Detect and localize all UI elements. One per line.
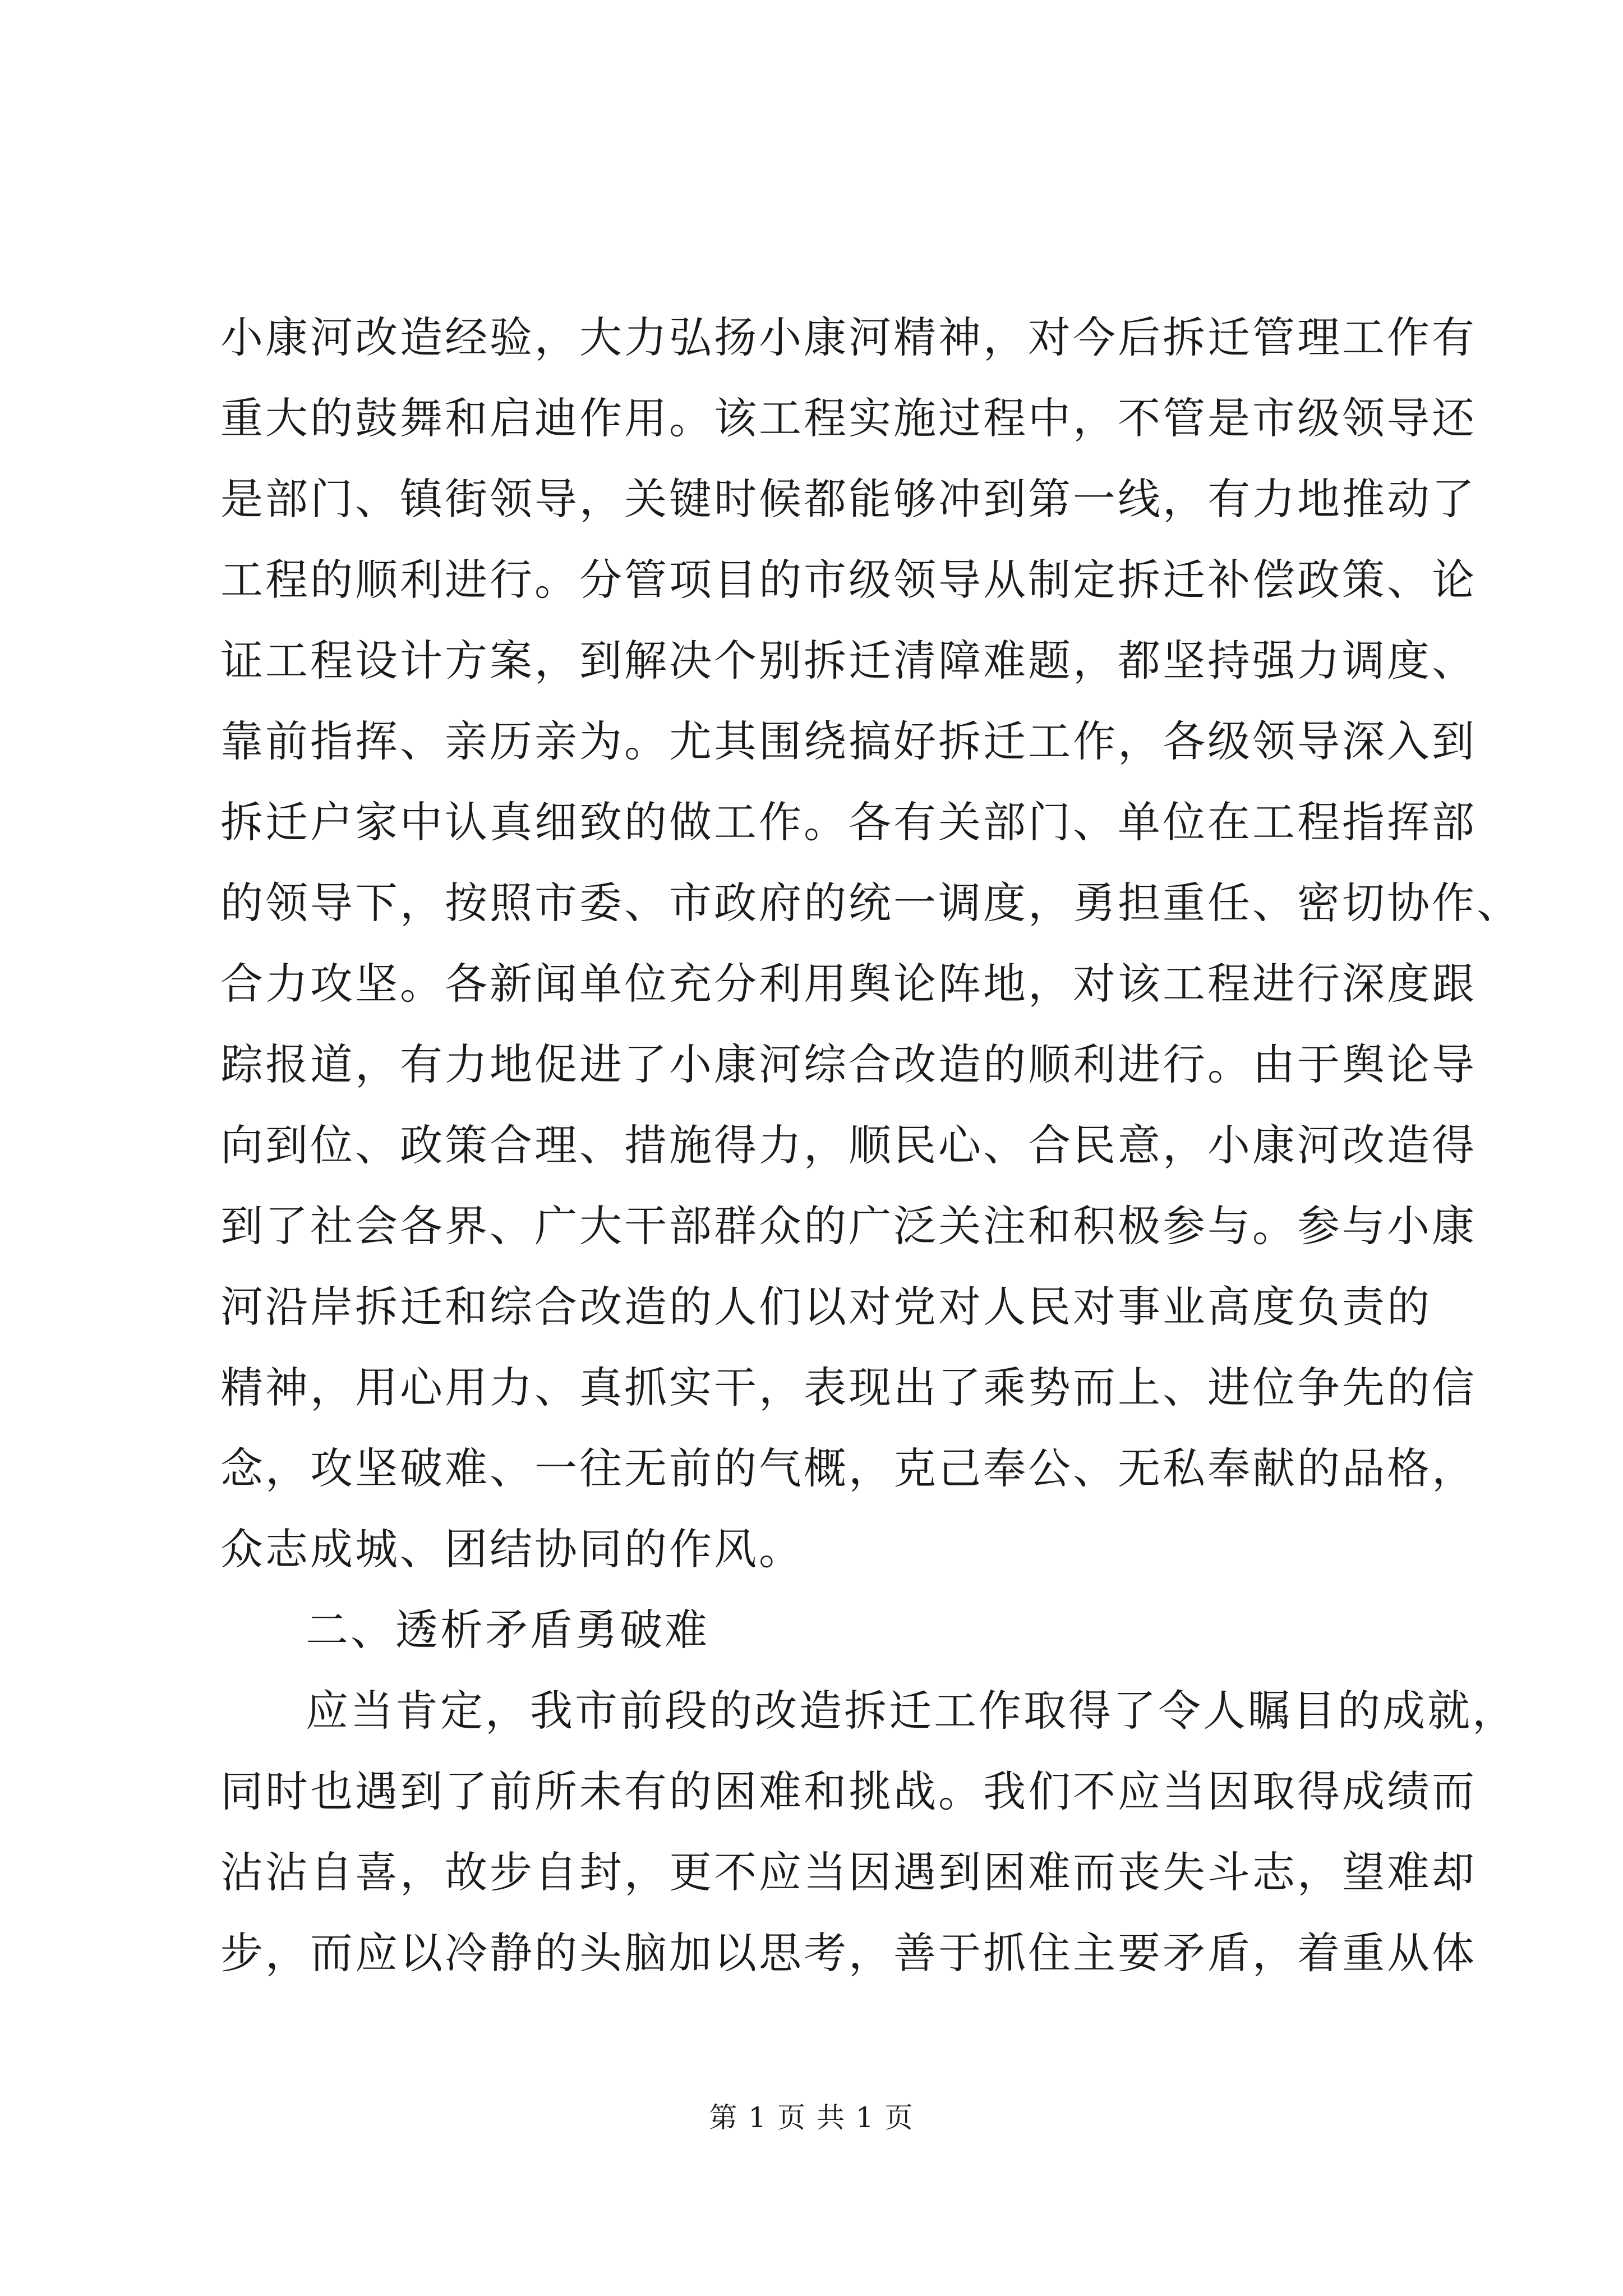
paragraph-line: 向到位、政策合理、措施得力，顺民心、合民意，小康河改造得 bbox=[220, 1120, 1477, 1170]
paragraph-line: 重大的鼓舞和启迪作用。该工程实施过程中，不管是市级领导还 bbox=[220, 393, 1477, 443]
paragraph-line: 合力攻坚。各新闻单位充分利用舆论阵地，对该工程进行深度跟 bbox=[220, 959, 1477, 1009]
page-footer bbox=[0, 2098, 1623, 2137]
paragraph-line: 的领导下，按照市委、市政府的统一调度，勇担重任、密切协作、 bbox=[220, 878, 1521, 928]
paragraph-line: 精神，用心用力、真抓实干，表现出了乘势而上、进位争先的信 bbox=[220, 1363, 1477, 1412]
paragraph-line: 证工程设计方案，到解决个别拆迁清障难题，都坚持强力调度、 bbox=[220, 636, 1477, 685]
paragraph-line: 到了社会各界、广大干部群众的广泛关注和积极参与。参与小康 bbox=[220, 1201, 1477, 1251]
paragraph-line: 河沿岸拆迁和综合改造的人们以对党对人民对事业高度负责的 bbox=[220, 1282, 1432, 1332]
paragraph-line: 应当肯定，我市前段的改造拆迁工作取得了令人瞩目的成就， bbox=[306, 1686, 1517, 1736]
paragraph-line: 踪报道，有力地促进了小康河综合改造的顺利进行。由于舆论导 bbox=[220, 1039, 1477, 1089]
paragraph-line: 工程的顺利进行。分管项目的市级领导从制定拆迁补偿政策、论 bbox=[220, 555, 1477, 605]
paragraph-line: 靠前指挥、亲历亲为。尤其围绕搞好拆迁工作，各级领导深入到 bbox=[220, 716, 1477, 766]
section-heading: 二、透析矛盾勇破难 bbox=[306, 1605, 709, 1655]
paragraph-line: 步，而应以冷静的头脑加以思考，善于抓住主要矛盾，着重从体 bbox=[220, 1928, 1477, 1978]
paragraph-line: 沾沾自喜，故步自封，更不应当因遇到困难而丧失斗志，望难却 bbox=[220, 1847, 1477, 1897]
paragraph-line: 众志成城、团结协同的作风。 bbox=[220, 1524, 804, 1574]
page-number: 第 1 页 共 1 页 bbox=[709, 2101, 914, 2134]
paragraph-line: 念，攻坚破难、一往无前的气概，克己奉公、无私奉献的品格， bbox=[220, 1443, 1477, 1493]
paragraph-line: 拆迁户家中认真细致的做工作。各有关部门、单位在工程指挥部 bbox=[220, 797, 1477, 847]
paragraph-line: 是部门、镇街领导，关键时候都能够冲到第一线，有力地推动了 bbox=[220, 474, 1477, 524]
paragraph-line: 小康河改造经验，大力弘扬小康河精神，对今后拆迁管理工作有 bbox=[220, 312, 1477, 362]
document-body bbox=[220, 297, 1521, 1994]
paragraph-line: 同时也遇到了前所未有的困难和挑战。我们不应当因取得成绩而 bbox=[220, 1766, 1477, 1816]
